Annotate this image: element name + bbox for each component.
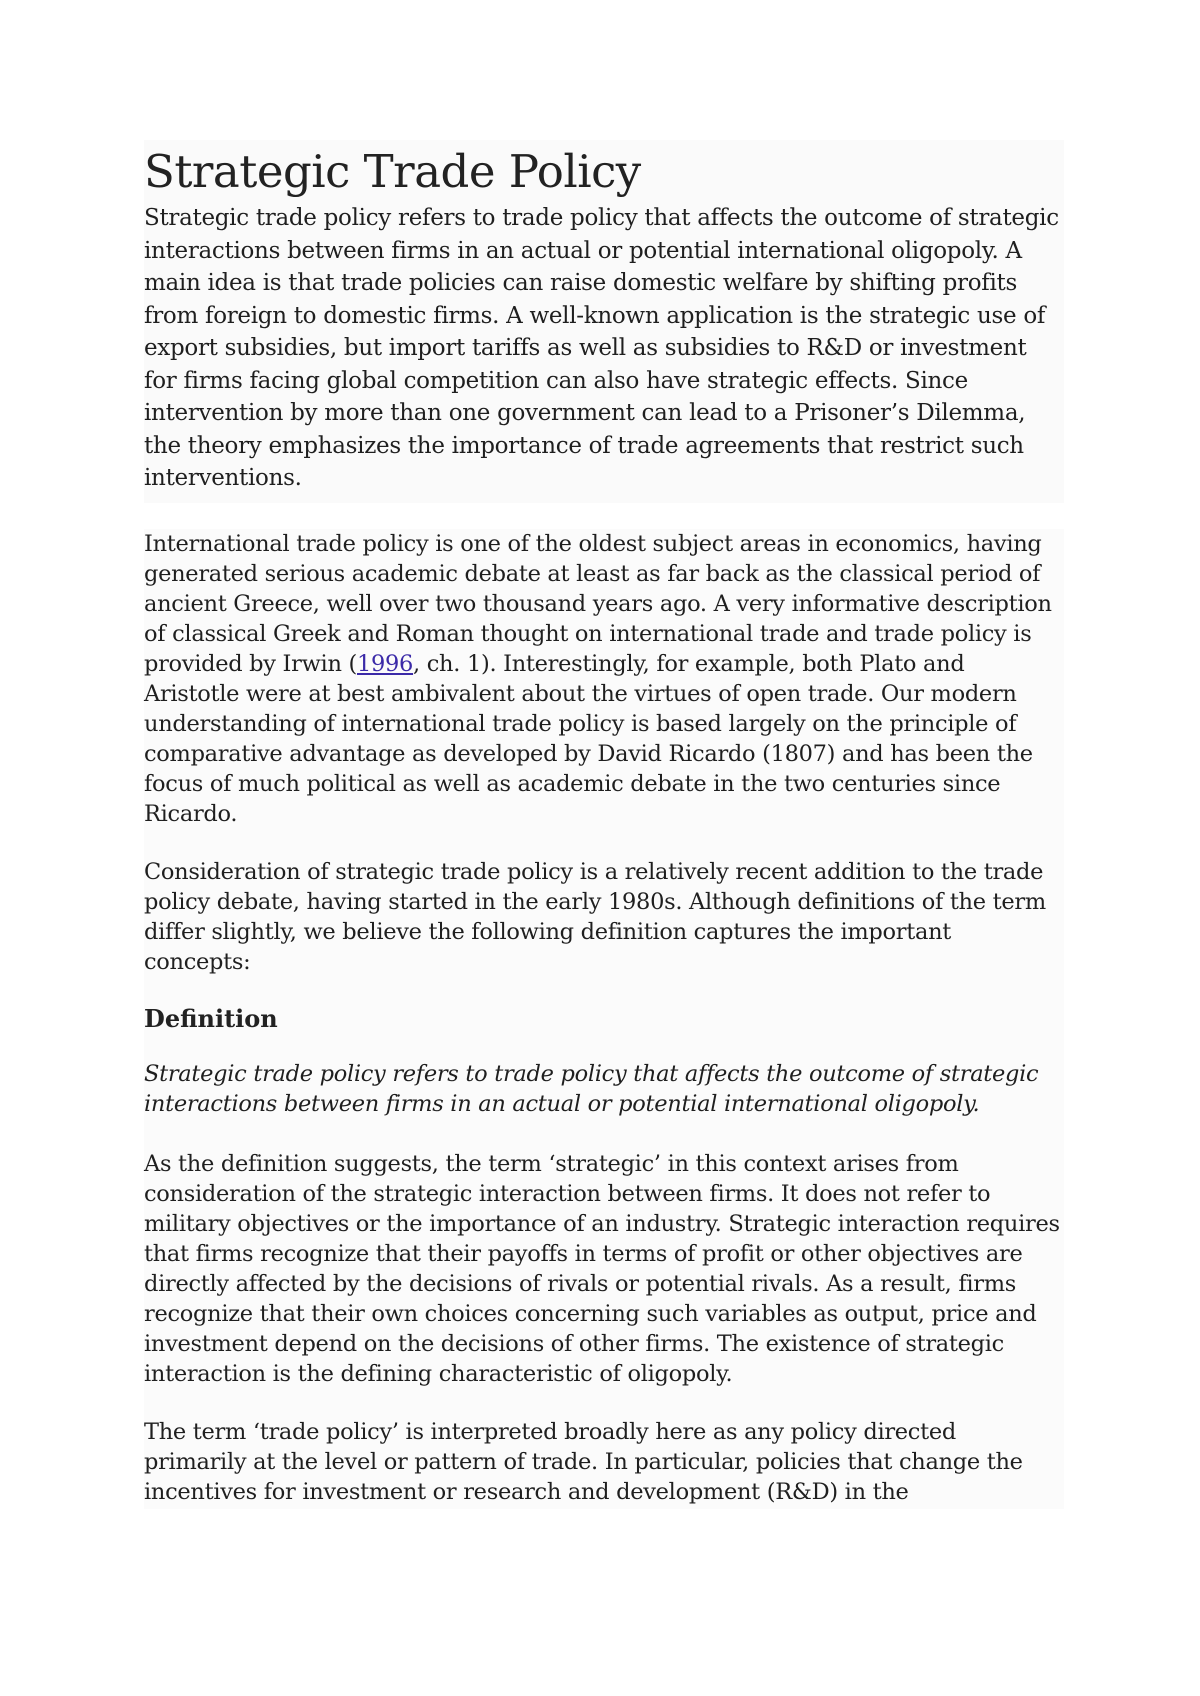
paragraph-trade-policy-term: The term ‘trade policy’ is interpreted broadly here as any policy directed primarily at the level or pattern of trade. In particular, policies that change the incentives for investment or research and development (R&D) in the bbox=[144, 1418, 1023, 1505]
body-section bbox=[144, 529, 1064, 1509]
page-title: Strategic Trade Policy bbox=[144, 145, 641, 198]
paragraph-strategic-term: As the definition suggests, the term ‘strategic’ in this context arises from consideration of the strategic interaction between firms. It does not refer to military objectives or the importance of an industry. Strategic interaction requires that firms recognize that their payoffs in terms of profit or other objectives are directly affected by the decisions of rivals or potential rivals. As a result, firms recognize that their own choices concerning such variables as output, price and investment depend on the decisions of other firms. The existence of strategic interaction is the defining characteristic of oligopoly. bbox=[144, 1150, 1060, 1387]
intro-paragraph: Strategic trade policy refers to trade policy that affects the outcome of strategic interactions between firms in an actual or potential international oligopoly. A main idea is that trade policies can raise domestic welfare by shifting profits from foreign to domestic firms. A well-known application is the strategic use of export subsidies, but import tariffs as well as subsidies to R&D or investment for firms facing global competition can also have strategic effects. Since intervention by more than one government can lead to a Prisoner’s Dilemma, the theory emphasizes the importance of trade agreements that restrict such interventions. bbox=[144, 205, 1059, 491]
title-block bbox=[144, 140, 1064, 503]
citation-link-1996[interactable]: 1996 bbox=[356, 650, 414, 677]
paragraph-history-text-end: , ch. 1). Interestingly, for example, both Plato and Aristotle were at best ambivalent about the virtues of open trade. Our modern understanding of international trade policy is based largely on the principle of comparative advantage as developed by David Ricardo (1807) and has been the focus of much political as well as academic debate in the two centuries since Ricardo. bbox=[144, 650, 1033, 827]
definition-text: Strategic trade policy refers to trade policy that affects the outcome of strategic interactions between firms in an actual or potential international oligopoly. bbox=[144, 1060, 1039, 1117]
paragraph-history bbox=[144, 529, 1064, 829]
paragraph-consideration: Consideration of strategic trade policy is a relatively recent addition to the trade policy debate, having started in the early 1980s. Although definitions of the term differ slightly, we believe the following definition captures the important concepts: bbox=[144, 858, 1046, 975]
paragraph-history-text-start: International trade policy is one of the oldest subject areas in economics, having generated serious academic debate at least as far back as the classical period of ancient Greece, well over two thousand years ago. A very informative description of classical Greek and Roman thought on international trade and trade policy is provided by Irwin ( bbox=[144, 530, 1052, 677]
document-page bbox=[144, 140, 1064, 1509]
definition-heading: Definition bbox=[144, 1003, 278, 1033]
